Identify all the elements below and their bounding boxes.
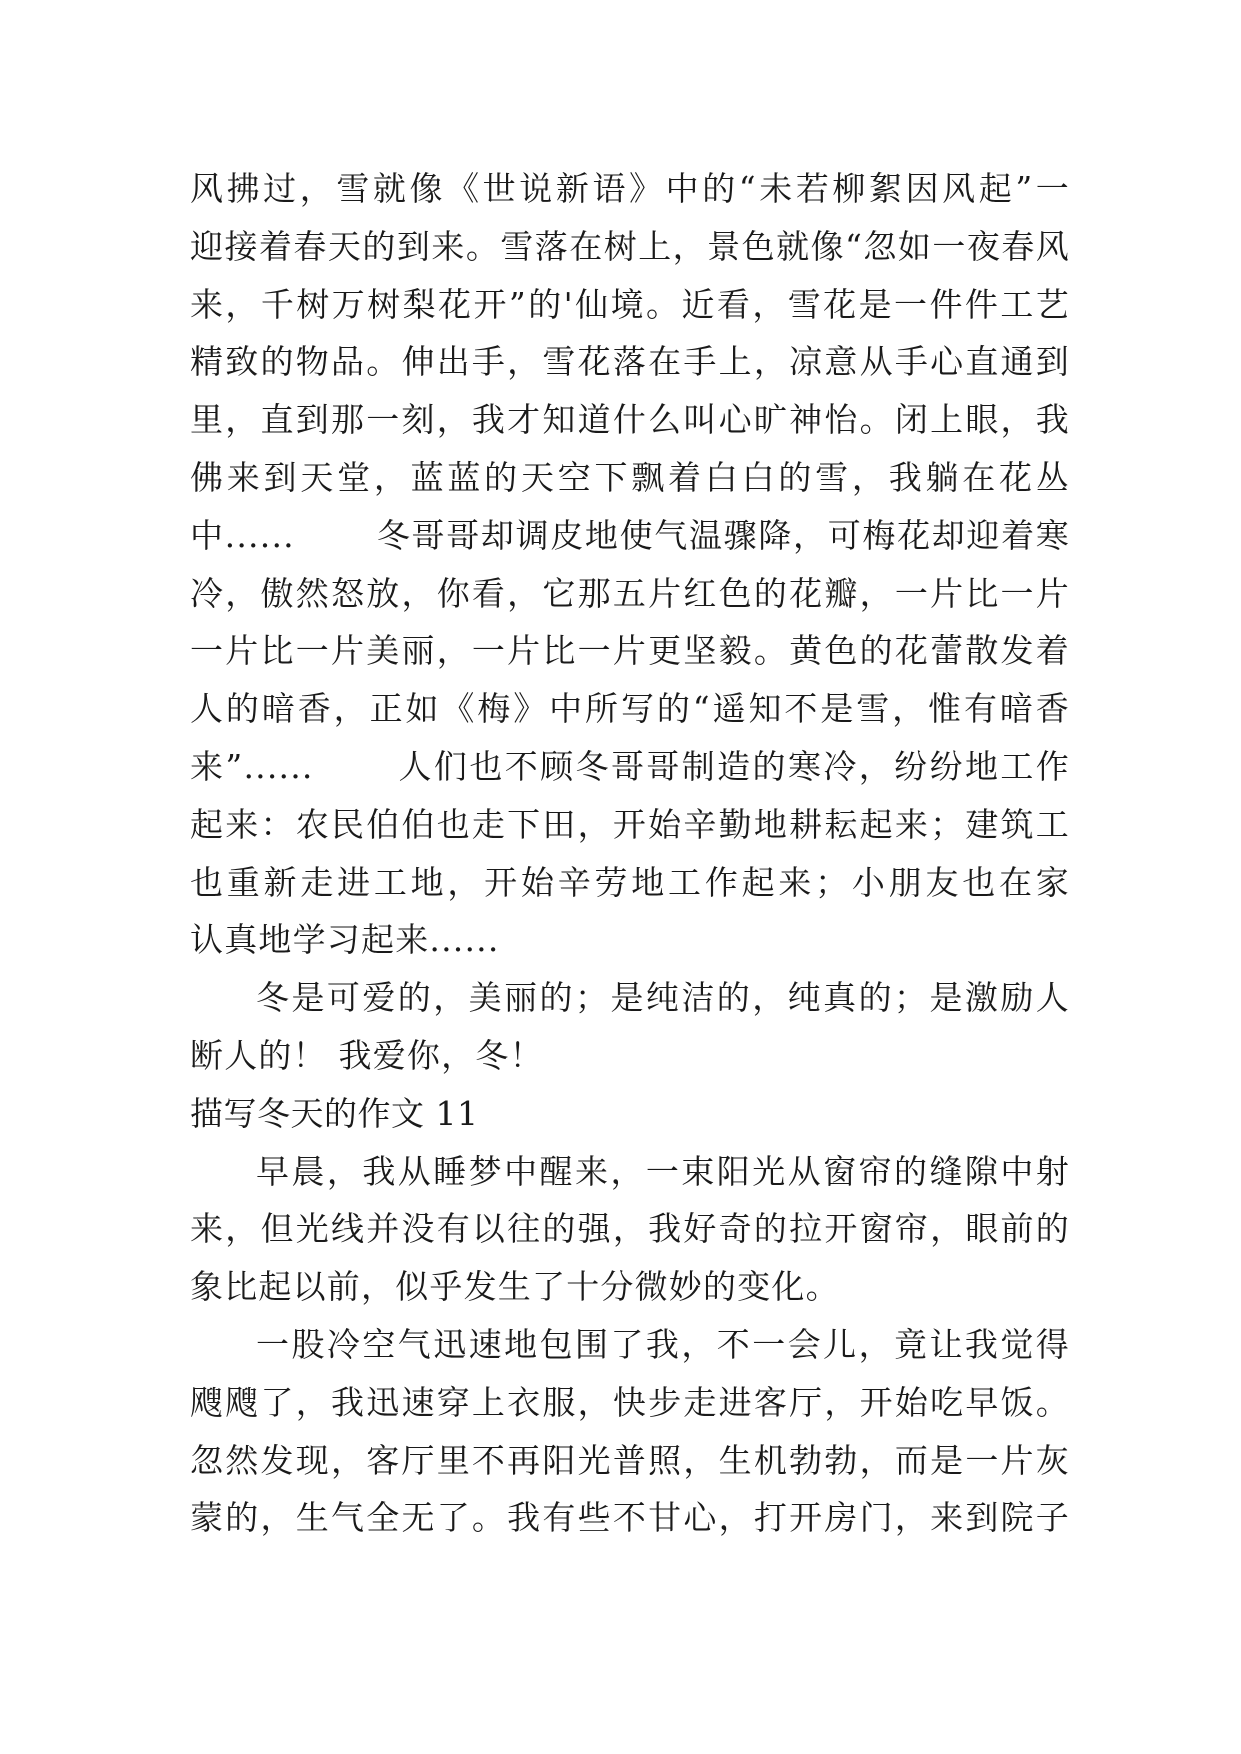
text-line: 认真地学习起来......: [190, 920, 500, 960]
text-line: 风拂过，雪就像《世说新语》中的“未若柳絮因风起”一: [190, 169, 1070, 208]
text-line: 来，但光线并没有以往的强，我好奇的拉开窗帘，眼前的: [190, 1209, 1070, 1249]
text-line: 来，千树万树梨花开”的'仙境。近看，雪花是一件件工艺: [190, 284, 1070, 324]
text-line: 一片比一片美丽，一片比一片更坚毅。黄色的花蕾散发着: [190, 631, 1070, 671]
text-line: 冷，傲然怒放，你看，它那五片红色的花瓣，一片比一片: [190, 573, 1070, 613]
text-line: 象比起以前，似乎发生了十分微妙的变化。: [190, 1267, 840, 1307]
text-line: 蒙的，生气全无了。我有些不甘心，打开房门，来到院子: [190, 1498, 1070, 1538]
text-line: 来”...... 人们也不顾冬哥哥制造的寒冷，纷纷地工作: [190, 746, 1070, 786]
text-line: 迎接着春天的到来。雪落在树上，景色就像“忽如一夜春风: [190, 226, 1070, 266]
text-line: 起来：农民伯伯也走下田，开始辛勤地耕耘起来；建筑工: [190, 804, 1070, 844]
text-line: 早晨，我从睡梦中醒来，一束阳光从窗帘的缝隙中射: [256, 1151, 1070, 1191]
text-line: 断人的！ 我爱你，冬！: [190, 1035, 544, 1075]
text-line: 人的暗香，正如《梅》中所写的“遥知不是雪，惟有暗香: [190, 689, 1070, 729]
section-heading: 描写冬天的作文 11: [190, 1093, 479, 1133]
essay-text: [190, 160, 1070, 1547]
text-line: 也重新走进工地，开始辛劳地工作起来；小朋友也在家: [190, 862, 1070, 902]
text-line: 中...... 冬哥哥却调皮地使气温骤降，可梅花却迎着寒: [190, 515, 1070, 555]
text-line: 佛来到天堂，蓝蓝的天空下飘着白白的雪，我躺在花丛: [190, 457, 1070, 497]
text-line: 冬是可爱的，美丽的；是纯洁的，纯真的；是激励人: [256, 978, 1070, 1018]
text-line: 精致的物品。伸出手，雪花落在手上，凉意从手心直通到: [190, 342, 1070, 382]
text-line: 一股冷空气迅速地包围了我，不一会儿，竟让我觉得: [256, 1324, 1070, 1364]
text-line: 里，直到那一刻，我才知道什么叫心旷神怡。闭上眼，我: [190, 400, 1070, 440]
text-line: 忽然发现，客厅里不再阳光普照，生机勃勃，而是一片灰: [190, 1440, 1070, 1480]
text-line: 飕飕了，我迅速穿上衣服，快步走进客厅，开始吃早饭。: [190, 1382, 1070, 1422]
